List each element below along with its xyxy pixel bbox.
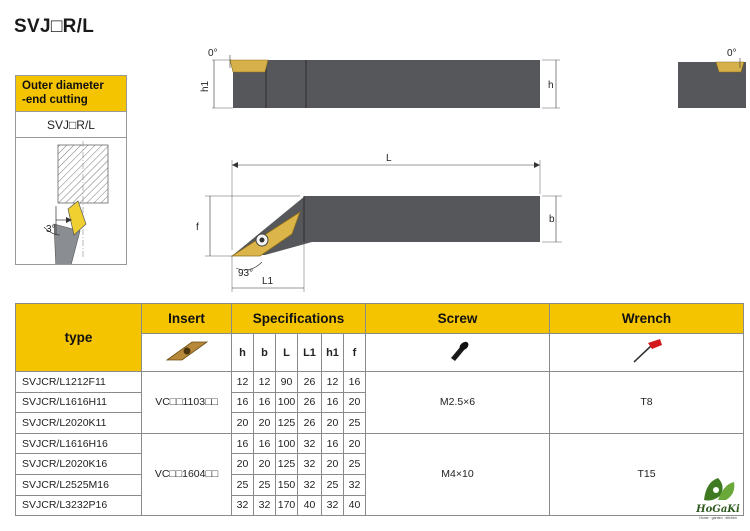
info-heading-line-1: Outer diameter xyxy=(22,80,104,92)
dim-b: b xyxy=(549,214,555,225)
spec-value-h: 16 xyxy=(232,392,254,413)
type-cell: SVJCR/L2525M16 xyxy=(16,474,142,495)
side-view-shank xyxy=(233,60,540,108)
spec-value-b: 16 xyxy=(254,433,276,454)
spec-value-l1: 32 xyxy=(298,474,322,495)
spec-table xyxy=(15,303,744,516)
brand-logo xyxy=(696,474,740,526)
spec-col-h: h xyxy=(232,334,254,372)
col-wrench: Wrench xyxy=(550,304,744,334)
spec-value-b: 20 xyxy=(254,413,276,434)
spec-col-L1: L1 xyxy=(298,334,322,372)
spec-value-f: 16 xyxy=(344,372,366,393)
logo-leaf-icon xyxy=(696,474,740,504)
wrench-cell: T15 xyxy=(550,433,744,515)
spec-value-b: 20 xyxy=(254,454,276,475)
spec-value-h1: 16 xyxy=(322,433,344,454)
wrench-icon xyxy=(630,337,664,365)
tool-drawing xyxy=(190,40,750,300)
rake-angle-left: 0° xyxy=(208,48,218,59)
type-cell: SVJCR/L3232P16 xyxy=(16,495,142,516)
insert-cell: VC□□1604□□ xyxy=(142,433,232,515)
spec-value-h: 25 xyxy=(232,474,254,495)
type-cell: SVJCR/L2020K11 xyxy=(16,413,142,434)
spec-value-b: 12 xyxy=(254,372,276,393)
logo-name: HoGaKi xyxy=(696,504,740,515)
spec-value-l: 125 xyxy=(276,413,298,434)
dim-h: h xyxy=(548,80,554,91)
approach-angle: 93° xyxy=(238,268,254,279)
spec-value-h1: 32 xyxy=(322,495,344,516)
logo-tagline: Home · garden · kitchen xyxy=(699,516,737,520)
spec-value-l: 90 xyxy=(276,372,298,393)
dim-L: L xyxy=(386,153,392,164)
spec-value-f: 20 xyxy=(344,392,366,413)
spec-col-f: f xyxy=(344,334,366,372)
spec-value-h: 20 xyxy=(232,413,254,434)
dim-L1: L1 xyxy=(262,276,274,287)
wrench-image-cell xyxy=(550,334,744,372)
table-row xyxy=(16,372,744,393)
screw-icon xyxy=(443,338,473,364)
spec-value-l1: 26 xyxy=(298,413,322,434)
spec-value-f: 25 xyxy=(344,413,366,434)
spec-value-l1: 26 xyxy=(298,392,322,413)
spec-value-l: 100 xyxy=(276,433,298,454)
spec-value-h1: 20 xyxy=(322,413,344,434)
dim-f: f xyxy=(196,222,199,233)
col-insert: Insert xyxy=(142,304,232,334)
dim-h1: h1 xyxy=(200,80,211,92)
spec-value-l1: 32 xyxy=(298,454,322,475)
spec-value-l1: 40 xyxy=(298,495,322,516)
spec-col-L: L xyxy=(276,334,298,372)
sketch-angle-label: 3° xyxy=(46,224,56,235)
spec-value-l: 150 xyxy=(276,474,298,495)
info-box xyxy=(15,75,127,265)
spec-value-h1: 12 xyxy=(322,372,344,393)
col-specs: Specifications xyxy=(232,304,366,334)
spec-value-f: 25 xyxy=(344,454,366,475)
screw-cell: M4×10 xyxy=(366,433,550,515)
spec-col-b: b xyxy=(254,334,276,372)
page-title: SVJ□R/L xyxy=(14,16,95,37)
spec-value-h: 16 xyxy=(232,433,254,454)
spec-value-h1: 20 xyxy=(322,454,344,475)
spec-value-h: 20 xyxy=(232,454,254,475)
table-row xyxy=(16,433,744,454)
spec-col-h1: h1 xyxy=(322,334,344,372)
spec-value-l: 125 xyxy=(276,454,298,475)
spec-value-l: 100 xyxy=(276,392,298,413)
info-heading-line-2: -end cutting xyxy=(22,94,88,106)
spec-value-b: 32 xyxy=(254,495,276,516)
spec-value-f: 32 xyxy=(344,474,366,495)
side-view-insert xyxy=(230,60,268,72)
spec-value-h: 32 xyxy=(232,495,254,516)
spec-value-h1: 25 xyxy=(322,474,344,495)
info-heading xyxy=(16,76,126,112)
spec-value-f: 20 xyxy=(344,433,366,454)
type-cell: SVJCR/L1616H11 xyxy=(16,392,142,413)
type-cell: SVJCR/L2020K16 xyxy=(16,454,142,475)
spec-value-l1: 32 xyxy=(298,433,322,454)
plan-view-insert xyxy=(232,212,300,256)
spec-value-l: 170 xyxy=(276,495,298,516)
spec-value-l1: 26 xyxy=(298,372,322,393)
type-cell: SVJCR/L1616H16 xyxy=(16,433,142,454)
insert-cell: VC□□1103□□ xyxy=(142,372,232,434)
type-cell: SVJCR/L1212F11 xyxy=(16,372,142,393)
spec-value-f: 40 xyxy=(344,495,366,516)
spec-value-b: 25 xyxy=(254,474,276,495)
cutting-sketch xyxy=(16,139,126,264)
insert-image-cell xyxy=(142,334,232,372)
spec-value-b: 16 xyxy=(254,392,276,413)
rake-angle-right: 0° xyxy=(727,48,737,59)
spec-value-h: 12 xyxy=(232,372,254,393)
wrench-cell: T8 xyxy=(550,372,744,434)
screw-image-cell xyxy=(366,334,550,372)
screw-cell: M2.5×6 xyxy=(366,372,550,434)
col-type: type xyxy=(16,304,142,372)
insert-image xyxy=(164,338,210,364)
info-type: SVJ□R/L xyxy=(16,112,126,138)
col-screw: Screw xyxy=(366,304,550,334)
spec-value-h1: 16 xyxy=(322,392,344,413)
